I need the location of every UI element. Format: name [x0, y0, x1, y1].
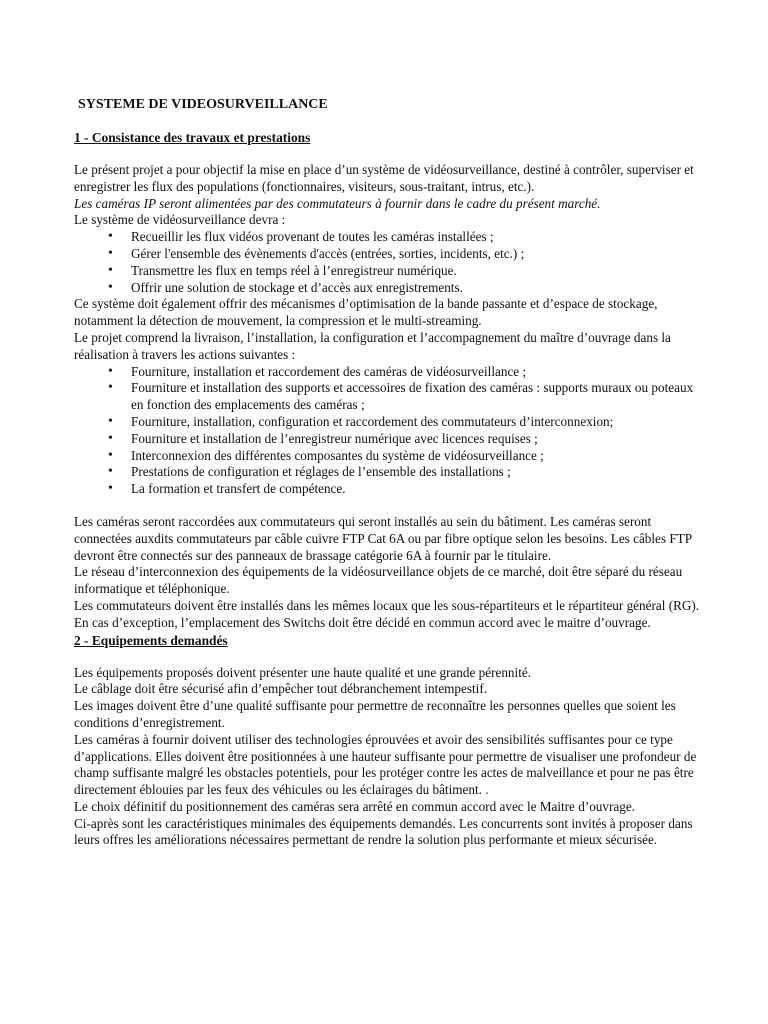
actions-list: [74, 364, 704, 498]
switches-paragraph: Les commutateurs doivent être installés dans les mêmes locaux que les sous-répartiteurs et le répartiteur général (RG). En cas d’exception, l’emplacement des Switchs doit être décidé en commun accord avec le maitre d’ouvrage.: [74, 597, 700, 630]
power-note: Les caméras IP seront alimentées par des commutateurs à fournir dans le cadre du présent marché.: [74, 195, 601, 211]
list-item: • Fourniture, installation et raccordement des caméras de vidéosurveillance ;: [74, 364, 704, 381]
image-quality-paragraph: Les images doivent être d’une qualité suffisante pour permettre de reconnaître les personnes quelles que soient les conditions d’enregistrement.: [74, 698, 676, 730]
list-item: • Fourniture et installation des supports et accessoires de fixation des caméras : supports muraux ou poteaux en fonction des emplacements des caméras ;: [74, 380, 704, 414]
list-item: • Interconnexion des différentes composantes du système de vidéosurveillance ;: [74, 448, 704, 465]
positioning-paragraph: Le choix définitif du positionnement des caméras sera arrêté en commun accord avec le Maitre d’ouvrage.: [74, 798, 635, 814]
list-item: • Recueillir les flux vidéos provenant de toutes les caméras installées ;: [74, 229, 704, 246]
quality-paragraph: Les équipements proposés doivent présenter une haute qualité et une grande pérennité.: [74, 664, 532, 680]
document-title: SYSTEME DE VIDEOSURVEILLANCE: [78, 97, 328, 112]
section-1-heading: 1 - Consistance des travaux et prestations: [74, 130, 311, 145]
requirements-lead: Le système de vidéosurveillance devra :: [74, 212, 286, 228]
list-item: • Offrir une solution de stockage et d’accès aux enregistrements.: [74, 280, 704, 297]
optimization-paragraph: Ce système doit également offrir des mécanismes d’optimisation de la bande passante et d’espace de stockage, notamment la détection de mouvement, la compression et le multi-streaming.: [74, 296, 658, 329]
intro-paragraph: Le présent projet a pour objectif la mise en place d’un système de vidéosurveillance, destiné à contrôler, superviser et enregistrer les flux des populations (fonctionnaires, visiteurs, sous-traitant, intrus, etc.).: [74, 162, 694, 194]
list-item: • Fourniture, installation, configuration et raccordement des commutateurs d’interconnexion;: [74, 414, 704, 431]
cabling-paragraph: Les caméras seront raccordées aux commutateurs qui seront installés au sein du bâtiment. Les caméras seront connectées auxdits commutateurs par câble cuivre FTP Cat 6A ou par fibre optique selon les besoins. Les câbles FTP devront être connectés sur des panneaux de brassage catégorie 6A à fournir par le titulaire.: [74, 513, 692, 563]
list-item: • Gérer l'ensemble des évènements d'accès (entrées, sorties, incidents, etc.) ;: [74, 246, 704, 263]
requirements-list: [74, 229, 704, 296]
list-item: • La formation et transfert de compétence.: [74, 481, 704, 498]
characteristics-paragraph: Ci-après sont les caractéristiques minimales des équipements demandés. Les concurrents sont invités à proposer dans leurs offres les améliorations nécessaires permettant de rendre la solution plus performante et mieux sécurisée.: [74, 815, 693, 848]
section-2-heading: 2 - Equipements demandés: [74, 632, 228, 648]
list-item: • Prestations de configuration et réglages de l’ensemble des installations ;: [74, 464, 704, 481]
list-item: • Fourniture et installation de l’enregistreur numérique avec licences requises ;: [74, 431, 704, 448]
network-paragraph: Le réseau d’interconnexion des équipements de la vidéosurveillance objets de ce marché, doit être séparé du réseau informatique et téléphonique.: [74, 564, 683, 597]
camera-technology-paragraph: Les caméras à fournir doivent utiliser des technologies éprouvées et avoir des sensibilités suffisantes pour ce type d’applications. Elles doivent être positionnées à une hauteur suffisante pour permettre de visualiser une profondeur de champ suffisante malgré les obstacles potentiels, pour les protéger contre les actes de malveillance et pour ne pas être directement éblouies par les feux des véhicules ou les éclairages du bâtiment. .: [74, 731, 697, 798]
cabling-security-paragraph: Le câblage doit être sécurisé afin d’empêcher tout débranchement intempestif.: [74, 681, 488, 697]
actions-lead: Le projet comprend la livraison, l’installation, la configuration et l’accompagnement du maître d’ouvrage dans la réalisation à travers les actions suivantes :: [74, 329, 671, 362]
list-item: • Transmettre les flux en temps réel à l’enregistreur numérique.: [74, 263, 704, 280]
document-body: [74, 96, 704, 849]
